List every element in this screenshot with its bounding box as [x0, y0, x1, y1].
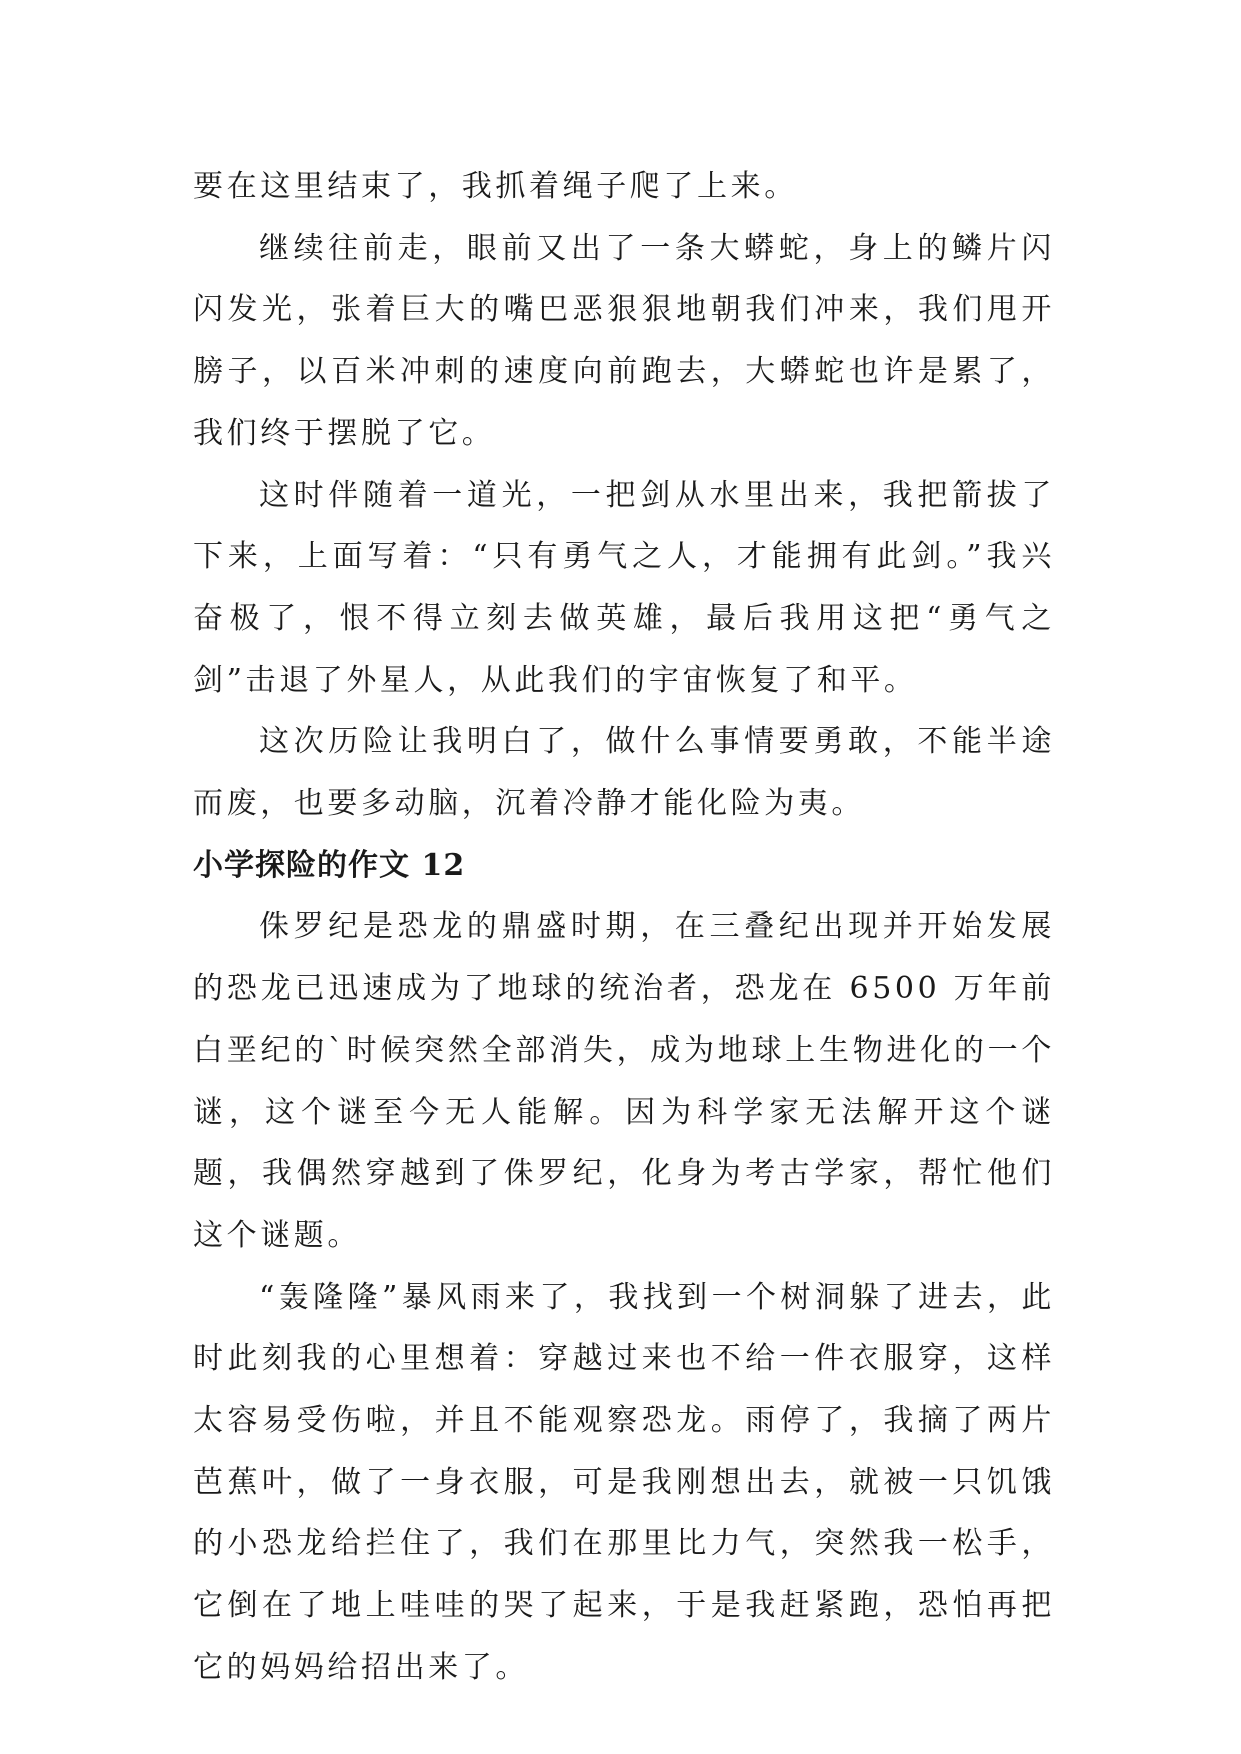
paragraph-python: 继续往前走，眼前又出了一条大蟒蛇，身上的鳞片闪闪发光，张着巨大的嘴巴恶狠狠地朝我们冲来，我们甩开膀子，以百米冲刺的速度向前跑去，大蟒蛇也许是累了，我们终于摆脱了它。 [193, 230, 1055, 451]
document-body [193, 156, 1055, 1699]
paragraph-continuation: 要在这里结束了，我抓着绳子爬了上来。 [193, 169, 798, 204]
paragraph-lesson: 这次历险让我明白了，做什么事情要勇敢，不能半途而废，也要多动脑，沉着冷静才能化险为夷。 [193, 724, 1055, 822]
paragraph-sword: 这时伴随着一道光，一把剑从水里出来，我把箭拔了下来，上面写着：“只有勇气之人，才能拥有此剑。”我兴奋极了，恨不得立刻去做英雄，最后我用这把“勇气之剑”击退了外星人，从此我们的宇宙恢复了和平。 [193, 477, 1055, 698]
paragraph-storm: “轰隆隆”暴风雨来了，我找到一个树洞躲了进去，此时此刻我的心里想着：穿越过来也不给一件衣服穿，这样太容易受伤啦，并且不能观察恐龙。雨停了，我摘了两片芭蕉叶，做了一身衣服，可是我刚想出去，就被一只饥饿的小恐龙给拦住了，我们在那里比力气，突然我一松手，它倒在了地上哇哇的哭了起来，于是我赶紧跑，恐怕再把它的妈妈给招出来了。 [193, 1279, 1055, 1685]
section-title: 小学探险的作文 12 [193, 847, 466, 883]
paragraph-jurassic: 侏罗纪是恐龙的鼎盛时期，在三叠纪出现并开始发展的恐龙已迅速成为了地球的统治者，恐龙在 6500 万年前白垩纪的`时候突然全部消失，成为地球上生物进化的一个谜，这个谜至今无人能解。因为科学家无法解开这个谜题，我偶然穿越到了侏罗纪，化身为考古学家，帮忙他们这个谜题。 [193, 909, 1055, 1253]
